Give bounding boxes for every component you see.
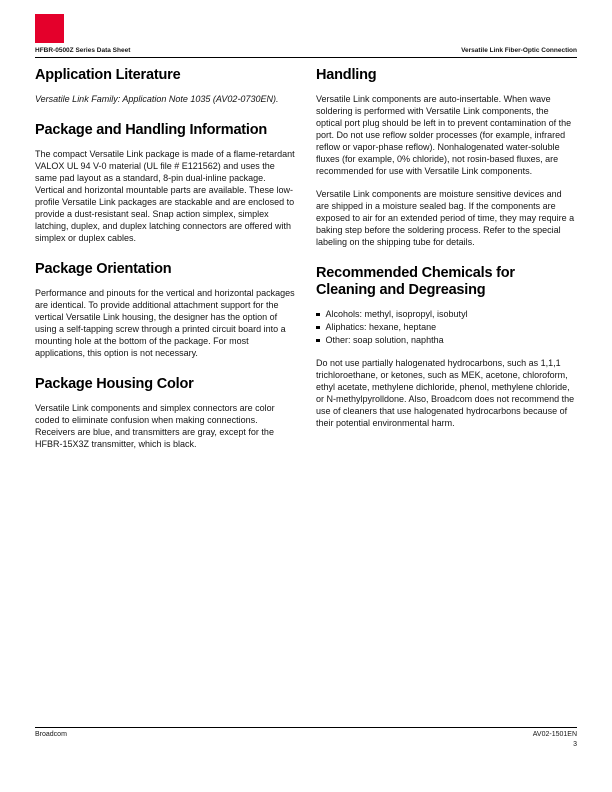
- section-title: Recommended Chemicals for Cleaning and Degreasing: [316, 265, 515, 298]
- list-item: [316, 321, 577, 334]
- section-title: Package Housing Color: [35, 376, 194, 392]
- footer-rule: [35, 727, 577, 728]
- paragraph: Do not use partially halogenated hydrocarbons, such as 1,1,1 trichloroethane, or ketones, such as MEK, acetone, chloroform, ethyl acetate, methylene dichloride, phenol, methylene chloride, or N-methylpyrolldone. Also, Broadcom does not recommend the use of cleaners that use halogenated hydrocarbons because of their potential environmental harm.: [316, 358, 575, 428]
- header-rule: [35, 57, 577, 58]
- section-recommended-chemicals: [316, 265, 577, 429]
- section-package-and-handling-information: [35, 122, 296, 244]
- list-item-text: Other: soap solution, naphtha: [325, 335, 444, 345]
- bullet-square-icon: [316, 339, 320, 343]
- header-left-text: HFBR-0500Z Series Data Sheet: [35, 47, 131, 54]
- header-right-text: Versatile Link Fiber-Optic Connection: [461, 47, 577, 54]
- paragraph: Versatile Link Family: Application Note 1035 (AV02-0730EN).: [35, 94, 279, 104]
- paragraph: Versatile Link components are moisture sensitive devices and are shipped in a moisture sealed bag. If the components are exposed to air for an extended period of time, they may require a baking step before the soldering process. Refer to the special labeling on the shipping tube for details.: [316, 189, 575, 247]
- footer-brand-text: Broadcom: [35, 731, 67, 738]
- left-column: [35, 62, 296, 461]
- section-title: Handling: [316, 67, 377, 83]
- list-item-text: Alcohols: methyl, isopropyl, isobutyl: [325, 309, 468, 319]
- section-package-housing-color: [35, 376, 296, 450]
- page-footer: [35, 731, 577, 738]
- content-columns: [35, 62, 577, 461]
- paragraph: The compact Versatile Link package is made of a flame-retardant VALOX UL 94 V-0 material (UL file # E121562) and uses the same pad layout as a standard, 8-pin dual-inline package. Vertical and horizontal mountable parts are available. These low-profile Versatile Link packages are stackable and are enclosed to provide a dust-resistant seal. Snap action simplex, simplex latching, duplex, and duplex latching connectors are offered with simplex or duplex cables.: [35, 149, 295, 243]
- paragraph: Versatile Link components and simplex connectors are color coded to eliminate confusion when making connections. Receivers are blue, and transmitters are gray, except for the HFBR-15X3Z transmitter, which is black.: [35, 403, 275, 449]
- section-title: Application Literature: [35, 67, 181, 83]
- broadcom-logo: [35, 14, 64, 43]
- paragraph: Performance and pinouts for the vertical and horizontal packages are identical. To provide additional attachment support for the vertical Versatile Link housing, the designer has the option of using a self-tapping screw through a printed circuit board into a mounting hole at the bottom of the package. For most applications, this option is not necessary.: [35, 288, 295, 358]
- bullet-square-icon: [316, 313, 320, 317]
- list-item: [316, 308, 577, 321]
- section-handling: [316, 67, 577, 248]
- section-title: Package and Handling Information: [35, 122, 268, 138]
- footer-doc-number: AV02-1501EN: [532, 731, 577, 738]
- section-title: Package Orientation: [35, 261, 172, 277]
- footer-page-number: 3: [573, 741, 577, 748]
- page-header: [35, 47, 577, 54]
- paragraph: Versatile Link components are auto-insertable. When wave soldering is performed with Versatile Link components, the optical port plug should be left in to prevent contamination of the port. Do not use reflow solder processes (for example, infrared reflow or vapor-phase reflow). Nonhalogenated water-soluble fluxes (for example, 0% chloride), not rosin-based fluxes, are recommended for use with Versatile Link components.: [316, 94, 572, 176]
- section-application-literature: [35, 67, 296, 105]
- bullet-square-icon: [316, 326, 320, 330]
- list-item-text: Aliphatics: hexane, heptane: [325, 322, 437, 332]
- chemicals-bullet-list: [316, 308, 577, 347]
- section-package-orientation: [35, 261, 296, 359]
- right-column: [316, 62, 577, 461]
- list-item: [316, 334, 577, 347]
